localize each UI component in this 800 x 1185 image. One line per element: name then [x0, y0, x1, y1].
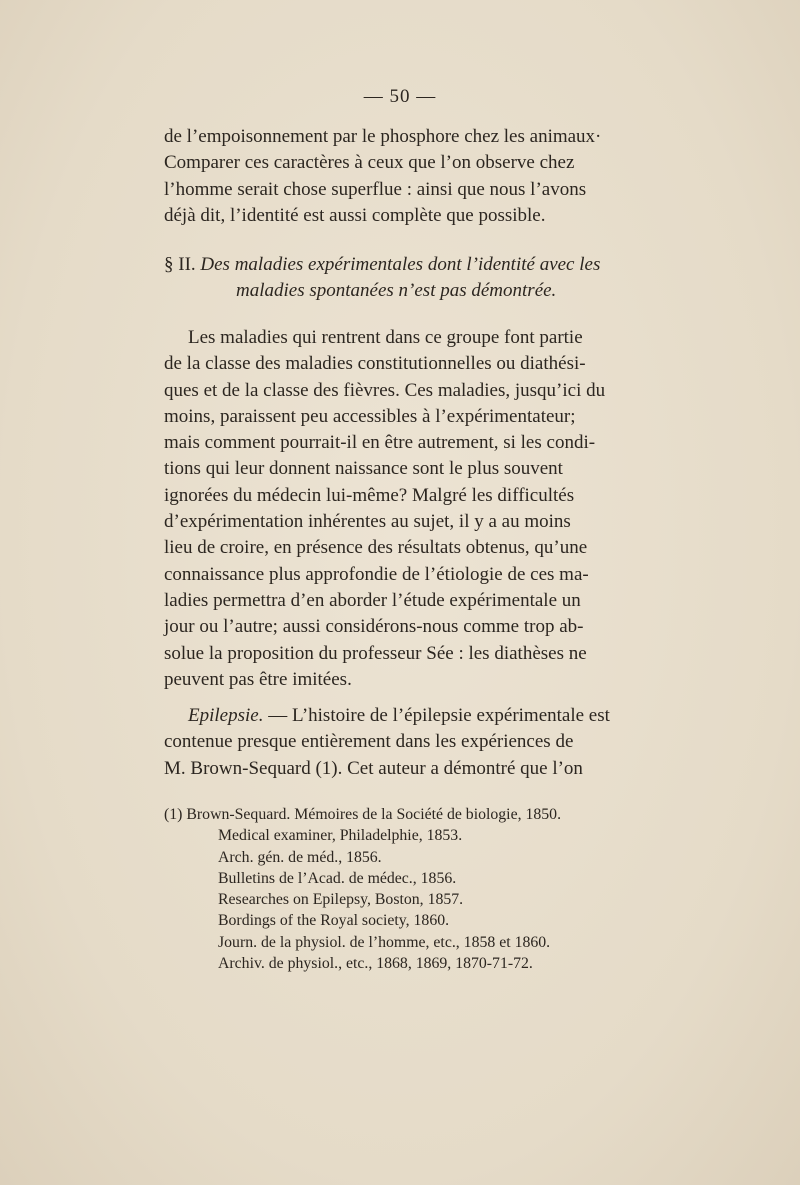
- text-line: de la classe des maladies constitutionnelles ou diathési-: [164, 353, 586, 375]
- section-number: § II.: [164, 254, 196, 275]
- text-line: ladies permettra d’en aborder l’étude expérimentale un: [164, 589, 581, 611]
- footnote-ref: (1) Brown-Sequard. Mémoires de la Société de biologie, 1850.: [164, 806, 562, 823]
- footnote-line: Journ. de la physiol. de l’homme, etc., 1858 et 1860.: [218, 933, 551, 951]
- footnote-line: Bordings of the Royal society, 1860.: [218, 912, 450, 930]
- section-title: Des maladies expérimentales dont l’identité avec les: [200, 254, 601, 275]
- text-line: déjà dit, l’identité est aussi complète que possible.: [164, 204, 546, 226]
- footnote-line: Arch. gén. de méd., 1856.: [218, 848, 382, 866]
- text-line: tions qui leur donnent naissance sont le plus souvent: [164, 458, 563, 480]
- section-heading: [164, 252, 642, 305]
- intro-paragraph: [164, 124, 642, 229]
- section-title-continued: maladies spontanées n’est pas démontrée.: [236, 280, 557, 302]
- footnote-line: Medical examiner, Philadelphie, 1853.: [218, 827, 463, 845]
- text-line: connaissance plus approfondie de l’étiologie de ces ma-: [164, 563, 589, 585]
- text-line: [164, 703, 642, 729]
- page-number: — 50 —: [363, 86, 437, 107]
- footnote-line: Researches on Epilepsy, Boston, 1857.: [218, 891, 464, 909]
- text-line: ignorées du médecin lui-même? Malgré les difficultés: [164, 484, 575, 506]
- text-line: Les maladies qui rentrent dans ce groupe font partie: [188, 327, 583, 348]
- text-line: de l’empoisonnement par le phosphore chez les animaux·: [164, 126, 602, 147]
- text-line: l’homme serait chose superflue : ainsi que nous l’avons: [164, 178, 587, 200]
- paragraph-epilepsie: [164, 703, 642, 782]
- footnote-line: Bulletins de l’Acad. de médec., 1856.: [218, 869, 457, 887]
- text-line: d’expérimentation inhérentes au sujet, il y a au moins: [164, 511, 571, 533]
- paragraph-lead-rest: — L’histoire de l’épilepsie expérimentale est: [263, 705, 610, 726]
- section-heading-line1: [164, 252, 642, 278]
- footnotes: [164, 804, 644, 974]
- text-line: Comparer ces caractères à ceux que l’on observe chez: [164, 152, 575, 174]
- paragraph-maladies: [164, 325, 642, 693]
- text-line: jour ou l’autre; aussi considérons-nous comme trop ab-: [164, 616, 584, 638]
- text-line: M. Brown-Sequard (1). Cet auteur a démontré que l’on: [164, 757, 583, 779]
- text-line: ques et de la classe des fièvres. Ces maladies, jusqu’ici du: [164, 379, 606, 401]
- text-line: peuvent pas être imitées.: [164, 668, 352, 690]
- paragraph-lead: Epilepsie.: [188, 705, 264, 726]
- text-line: solue la proposition du professeur Sée : les diathèses ne: [164, 642, 587, 664]
- footnote-line: Archiv. de physiol., etc., 1868, 1869, 1870-71-72.: [218, 955, 533, 973]
- text-line: moins, paraissent peu accessibles à l’expérimentateur;: [164, 405, 576, 427]
- text-line: mais comment pourrait-il en être autrement, si les condi-: [164, 432, 596, 454]
- text-line: contenue presque entièrement dans les expériences de: [164, 731, 574, 753]
- text-line: lieu de croire, en présence des résultats obtenus, qu’une: [164, 537, 588, 559]
